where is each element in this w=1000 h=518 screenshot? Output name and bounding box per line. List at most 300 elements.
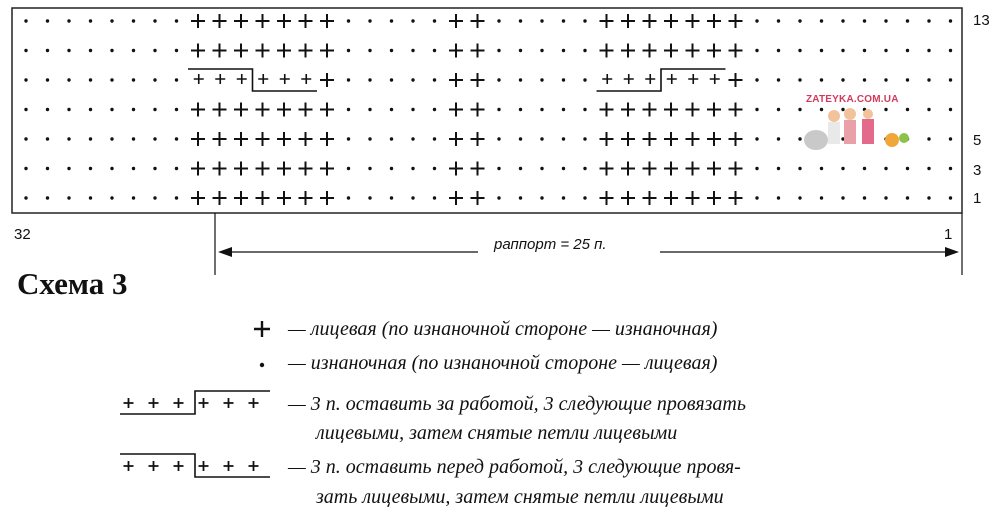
knit-stitch (707, 162, 721, 176)
purl-stitch (497, 49, 500, 52)
knit-stitch (191, 14, 205, 28)
knit-stitch (471, 44, 485, 58)
knit-stitch (621, 191, 635, 205)
watermark-text: ZATEYKA.COM.UA (806, 94, 899, 105)
purl-stitch (583, 78, 586, 81)
purl-stitch (110, 196, 113, 199)
purl-stitch (519, 108, 522, 111)
knit-stitch (621, 14, 635, 28)
purl-stitch (927, 49, 930, 52)
purl-stitch (67, 167, 70, 170)
knit-stitch (600, 162, 614, 176)
purl-stitch (777, 167, 780, 170)
knit-stitch (277, 44, 291, 58)
purl-stitch (110, 49, 113, 52)
col-label-32: 32 (14, 226, 31, 243)
purl-stitch (755, 49, 758, 52)
purl-stitch (949, 49, 952, 52)
knit-stitch (191, 103, 205, 117)
col-label-1: 1 (944, 226, 953, 243)
purl-stitch (927, 19, 930, 22)
knit-stitch (234, 44, 248, 58)
purl-stitch (347, 49, 350, 52)
purl-stitch (798, 196, 801, 199)
knit-stitch (449, 14, 463, 28)
purl-stitch (562, 19, 565, 22)
knit-stitch (213, 14, 227, 28)
purl-stitch (368, 137, 371, 140)
purl-stitch (562, 167, 565, 170)
purl-stitch (46, 137, 49, 140)
purl-stitch (583, 49, 586, 52)
row-label-13: 13 (973, 12, 990, 29)
purl-stitch (390, 19, 393, 22)
knit-stitch (664, 44, 678, 58)
purl-stitch (368, 49, 371, 52)
purl-stitch (110, 108, 113, 111)
purl-stitch (347, 167, 350, 170)
knit-stitch (729, 191, 743, 205)
purl-stitch (24, 108, 27, 111)
knit-stitch (234, 103, 248, 117)
purl-stitch (175, 137, 178, 140)
purl-stitch (89, 19, 92, 22)
knit-stitch (621, 44, 635, 58)
legend-cable-front-symbol-plus (124, 461, 134, 471)
knit-stitch (256, 132, 270, 146)
knit-stitch (686, 14, 700, 28)
knit-stitch (191, 191, 205, 205)
purl-stitch (175, 49, 178, 52)
rapport-arrow-right-head (945, 247, 959, 257)
purl-stitch (519, 137, 522, 140)
cable-front-symbol-plus (667, 74, 677, 84)
knit-stitch (234, 162, 248, 176)
legend-cable-front-symbol-line (120, 454, 270, 477)
purl-stitch (46, 196, 49, 199)
purl-stitch (89, 108, 92, 111)
knit-stitch (299, 44, 313, 58)
purl-stitch (132, 137, 135, 140)
purl-stitch (777, 78, 780, 81)
legend-cable-front-line1: — 3 п. оставить перед работой, 3 следующие провя- (288, 456, 741, 478)
purl-stitch (67, 196, 70, 199)
knit-stitch (643, 162, 657, 176)
legend-cable-front-symbol-plus (249, 461, 259, 471)
purl-stitch (24, 49, 27, 52)
knit-stitch (256, 191, 270, 205)
purl-stitch (433, 19, 436, 22)
purl-stitch (906, 19, 909, 22)
purl-stitch (433, 108, 436, 111)
purl-stitch (497, 167, 500, 170)
purl-stitch (368, 19, 371, 22)
knit-stitch (707, 14, 721, 28)
purl-stitch (110, 167, 113, 170)
knit-stitch (320, 44, 334, 58)
purl-stitch (841, 19, 844, 22)
knit-stitch (471, 132, 485, 146)
purl-stitch (562, 196, 565, 199)
knit-stitch (191, 44, 205, 58)
purl-stitch (583, 196, 586, 199)
knit-stitch (664, 162, 678, 176)
knit-stitch (643, 103, 657, 117)
purl-stitch (863, 19, 866, 22)
purl-stitch (175, 167, 178, 170)
legend-cable-back-symbol-plus (224, 398, 234, 408)
purl-stitch (540, 19, 543, 22)
purl-stitch (411, 137, 414, 140)
knit-stitch (320, 14, 334, 28)
purl-stitch (841, 49, 844, 52)
purl-stitch (411, 49, 414, 52)
legend-cable-back-symbol-plus (174, 398, 184, 408)
knit-stitch (449, 103, 463, 117)
knit-stitch (600, 191, 614, 205)
knit-stitch (707, 132, 721, 146)
purl-stitch (777, 137, 780, 140)
purl-stitch (884, 49, 887, 52)
knit-stitch (213, 162, 227, 176)
purl-stitch (175, 19, 178, 22)
knit-stitch (707, 44, 721, 58)
cable-front-symbol-plus (688, 74, 698, 84)
knit-stitch (234, 14, 248, 28)
knit-stitch (213, 44, 227, 58)
knit-stitch (256, 162, 270, 176)
knit-stitch (320, 73, 334, 87)
purl-stitch (390, 108, 393, 111)
scheme-title: Схема 3 (17, 266, 128, 301)
row-label-1: 1 (973, 190, 982, 207)
purl-stitch (497, 137, 500, 140)
purl-stitch (820, 19, 823, 22)
purl-stitch (46, 108, 49, 111)
knit-stitch (643, 44, 657, 58)
cable-front-symbol-plus (710, 74, 720, 84)
knit-stitch (191, 132, 205, 146)
cable-back-symbol-plus (301, 74, 311, 84)
purl-stitch (67, 137, 70, 140)
purl-stitch (411, 19, 414, 22)
row-label-3: 3 (973, 162, 982, 179)
watermark-logo (796, 92, 932, 156)
purl-stitch (497, 78, 500, 81)
purl-stitch (540, 167, 543, 170)
knit-stitch (256, 44, 270, 58)
purl-stitch (433, 196, 436, 199)
purl-stitch (347, 137, 350, 140)
purl-stitch (175, 108, 178, 111)
knit-stitch (320, 162, 334, 176)
knit-stitch (471, 14, 485, 28)
knit-stitch (729, 162, 743, 176)
purl-stitch (540, 196, 543, 199)
purl-stitch (132, 49, 135, 52)
legend-purl-text: — изнаночная (по изнаночной стороне — лицевая) (288, 352, 718, 374)
purl-stitch (519, 167, 522, 170)
purl-stitch (132, 108, 135, 111)
purl-stitch (24, 196, 27, 199)
cable-back-symbol-plus (215, 74, 225, 84)
purl-stitch (519, 78, 522, 81)
purl-stitch (949, 167, 952, 170)
knit-stitch (643, 191, 657, 205)
purl-stitch (777, 19, 780, 22)
purl-stitch (411, 78, 414, 81)
knit-stitch (299, 191, 313, 205)
knit-stitch (256, 14, 270, 28)
knit-stitch (729, 44, 743, 58)
knit-stitch (213, 103, 227, 117)
knit-stitch (277, 14, 291, 28)
knit-stitch (449, 44, 463, 58)
purl-stitch (24, 78, 27, 81)
purl-stitch (583, 19, 586, 22)
purl-stitch (884, 167, 887, 170)
knit-stitch (191, 162, 205, 176)
purl-stitch (24, 167, 27, 170)
cable-front-symbol-plus (602, 74, 612, 84)
purl-stitch (755, 167, 758, 170)
purl-stitch (433, 137, 436, 140)
purl-stitch (46, 49, 49, 52)
purl-stitch (46, 78, 49, 81)
knit-stitch (729, 132, 743, 146)
purl-stitch (755, 137, 758, 140)
legend-cable-front-symbol-plus (149, 461, 159, 471)
legend-cable-back-symbol-plus (199, 398, 209, 408)
knit-stitch (449, 73, 463, 87)
purl-stitch (110, 19, 113, 22)
purl-stitch (540, 137, 543, 140)
cable-back-symbol-plus (280, 74, 290, 84)
legend-cable-back-symbol-plus (249, 398, 259, 408)
purl-stitch (433, 167, 436, 170)
purl-stitch (497, 19, 500, 22)
purl-stitch (175, 78, 178, 81)
purl-stitch (820, 49, 823, 52)
purl-stitch (132, 78, 135, 81)
purl-stitch (89, 78, 92, 81)
knit-stitch (664, 14, 678, 28)
purl-stitch (798, 49, 801, 52)
purl-stitch (411, 196, 414, 199)
purl-stitch (562, 78, 565, 81)
purl-stitch (949, 137, 952, 140)
purl-stitch (583, 137, 586, 140)
purl-stitch (390, 49, 393, 52)
purl-stitch (368, 108, 371, 111)
knit-stitch (471, 191, 485, 205)
knit-stitch (277, 191, 291, 205)
cable-front-symbol-line (597, 69, 726, 91)
purl-stitch (67, 19, 70, 22)
knit-stitch (686, 103, 700, 117)
knit-stitch (664, 103, 678, 117)
legend-cable-front-line2: зать лицевыми, затем снятые петли лицевыми (316, 486, 724, 508)
purl-stitch (67, 49, 70, 52)
purl-stitch (433, 49, 436, 52)
purl-stitch (884, 196, 887, 199)
legend-cable-back-symbol-plus (149, 398, 159, 408)
purl-stitch (153, 19, 156, 22)
purl-stitch (89, 137, 92, 140)
purl-stitch (390, 167, 393, 170)
knit-stitch (471, 162, 485, 176)
legend-cable-front-symbol-plus (174, 461, 184, 471)
purl-stitch (777, 49, 780, 52)
legend-cable-back-line1: — 3 п. оставить за работой, 3 следующие провязать (288, 393, 746, 415)
knit-stitch (234, 132, 248, 146)
knit-stitch (471, 73, 485, 87)
purl-stitch (906, 167, 909, 170)
purl-stitch (820, 78, 823, 81)
cable-back-symbol-line (188, 69, 317, 91)
purl-stitch (347, 196, 350, 199)
knit-stitch (686, 162, 700, 176)
rapport-arrow-left-head (218, 247, 232, 257)
knit-stitch (600, 103, 614, 117)
knit-stitch (449, 162, 463, 176)
purl-stitch (46, 19, 49, 22)
purl-stitch (863, 196, 866, 199)
purl-stitch (89, 167, 92, 170)
purl-stitch (583, 108, 586, 111)
purl-stitch (949, 78, 952, 81)
purl-stitch (390, 196, 393, 199)
cable-back-symbol-plus (237, 74, 247, 84)
purl-stitch (347, 108, 350, 111)
purl-stitch (820, 196, 823, 199)
knit-stitch (299, 162, 313, 176)
purl-stitch (884, 19, 887, 22)
purl-stitch (368, 196, 371, 199)
purl-stitch (755, 19, 758, 22)
knit-stitch (600, 44, 614, 58)
purl-stitch (132, 19, 135, 22)
purl-stitch (949, 108, 952, 111)
knit-stitch (664, 132, 678, 146)
knit-stitch (256, 103, 270, 117)
purl-stitch (24, 19, 27, 22)
knit-stitch (643, 14, 657, 28)
knit-stitch (449, 132, 463, 146)
purl-stitch (519, 19, 522, 22)
purl-stitch (67, 78, 70, 81)
knit-stitch (471, 103, 485, 117)
knit-stitch (277, 162, 291, 176)
knit-stitch (299, 103, 313, 117)
knit-stitch (621, 162, 635, 176)
knit-stitch (234, 191, 248, 205)
knit-stitch (600, 132, 614, 146)
purl-stitch (368, 78, 371, 81)
purl-stitch (89, 49, 92, 52)
purl-stitch (368, 167, 371, 170)
knit-stitch (320, 132, 334, 146)
purl-stitch (863, 49, 866, 52)
purl-stitch (755, 108, 758, 111)
purl-stitch (153, 196, 156, 199)
purl-stitch (798, 19, 801, 22)
purl-stitch (46, 167, 49, 170)
knit-stitch (621, 103, 635, 117)
cable-front-symbol-plus (645, 74, 655, 84)
knit-stitch (621, 132, 635, 146)
knit-stitch (320, 191, 334, 205)
purl-stitch (411, 108, 414, 111)
purl-stitch (175, 196, 178, 199)
purl-stitch (583, 167, 586, 170)
cable-front-symbol-plus (624, 74, 634, 84)
knit-stitch (664, 191, 678, 205)
purl-stitch (153, 167, 156, 170)
purl-stitch (562, 49, 565, 52)
purl-stitch (110, 137, 113, 140)
purl-stitch (519, 49, 522, 52)
cable-back-symbol-plus (194, 74, 204, 84)
rapport-label: раппорт = 25 п. (488, 236, 613, 253)
knit-stitch (729, 103, 743, 117)
purl-stitch (777, 196, 780, 199)
purl-stitch (949, 19, 952, 22)
purl-stitch (67, 108, 70, 111)
legend-cable-back-symbol-plus (124, 398, 134, 408)
knit-stitch (320, 103, 334, 117)
purl-stitch (863, 78, 866, 81)
purl-stitch (110, 78, 113, 81)
purl-stitch (433, 78, 436, 81)
knit-stitch (686, 44, 700, 58)
purl-stitch (390, 78, 393, 81)
purl-stitch (755, 78, 758, 81)
knit-stitch (213, 132, 227, 146)
purl-stitch (884, 78, 887, 81)
knit-stitch (299, 14, 313, 28)
purl-stitch (153, 137, 156, 140)
purl-stitch (777, 108, 780, 111)
knit-stitch (686, 132, 700, 146)
purl-stitch (927, 196, 930, 199)
purl-stitch (927, 78, 930, 81)
legend-cable-front-symbol-plus (199, 461, 209, 471)
purl-stitch (906, 78, 909, 81)
legend-cable-back-line2: лицевыми, затем снятые петли лицевыми (316, 422, 678, 444)
legend-knit-text: — лицевая (по изнаночной стороне — изнаночная) (288, 318, 718, 340)
knit-stitch (213, 191, 227, 205)
purl-stitch (820, 167, 823, 170)
purl-stitch (347, 78, 350, 81)
purl-stitch (562, 137, 565, 140)
knit-stitch (277, 132, 291, 146)
purl-stitch (562, 108, 565, 111)
knit-stitch (729, 73, 743, 87)
legend-cable-front-symbol-plus (224, 461, 234, 471)
knit-stitch (729, 14, 743, 28)
purl-stitch (863, 167, 866, 170)
purl-stitch (949, 196, 952, 199)
purl-stitch (347, 19, 350, 22)
purl-stitch (89, 196, 92, 199)
purl-stitch (841, 78, 844, 81)
purl-stitch (798, 167, 801, 170)
purl-stitch (497, 108, 500, 111)
purl-stitch (540, 78, 543, 81)
knit-stitch (600, 14, 614, 28)
purl-stitch (927, 167, 930, 170)
